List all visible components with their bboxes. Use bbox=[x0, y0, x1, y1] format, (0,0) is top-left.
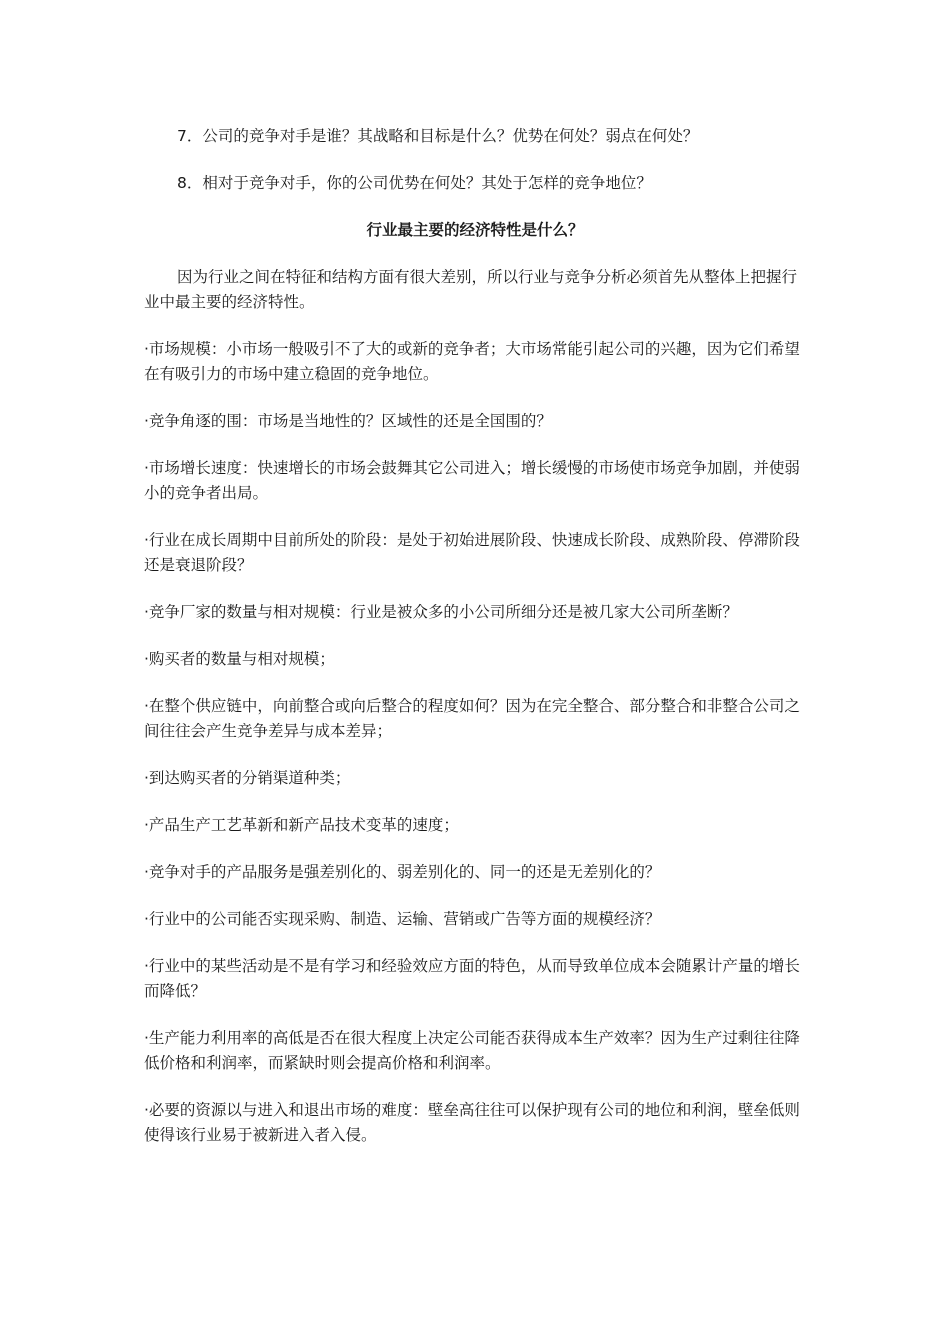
list-item-innovation-speed: ·产品生产工艺革新和新产品技术变革的速度； bbox=[144, 816, 459, 834]
question-7: 7．公司的竞争对手是谁？其战略和目标是什么？优势在何处？弱点在何处？ bbox=[177, 127, 699, 145]
intro-paragraph: 因为行业之间在特征和结构方面有很大差别，所以行业与竞争分析必须首先从整体上把握行业中最主要的经济特性。 bbox=[144, 268, 798, 311]
list-item-distribution-channels: ·到达购买者的分销渠道种类； bbox=[144, 769, 351, 787]
list-item-entry-barriers: ·必要的资源以与进入和退出市场的难度：壁垒高往往可以保护现有公司的地位和利润，壁垒低则使得该行业易于被新进入者入侵。 bbox=[144, 1101, 800, 1144]
list-item-market-growth: ·市场增长速度：快速增长的市场会鼓舞其它公司进入；增长缓慢的市场使市场竞争加剧，并使弱小的竞争者出局。 bbox=[144, 459, 800, 502]
list-item-competitor-count: ·竞争厂家的数量与相对规模：行业是被众多的小公司所细分还是被几家大公司所垄断？ bbox=[144, 603, 738, 621]
list-item-learning-effects: ·行业中的某些活动是不是有学习和经验效应方面的特色，从而导致单位成本会随累计产量的增长而降低？ bbox=[144, 957, 800, 1000]
list-item-economies-of-scale: ·行业中的公司能否实现采购、制造、运输、营销或广告等方面的规模经济？ bbox=[144, 910, 661, 928]
list-item-supply-chain: ·在整个供应链中，向前整合或向后整合的程度如何？因为在完全整合、部分整合和非整合公司之间往往会产生竞争差异与成本差异； bbox=[144, 697, 800, 740]
section-heading: 行业最主要的经济特性是什么？ bbox=[366, 221, 584, 239]
list-item-buyer-count: ·购买者的数量与相对规模； bbox=[144, 650, 335, 668]
list-item-capacity-utilization: ·生产能力利用率的高低是否在很大程度上决定公司能否获得成本生产效率？因为生产过剩往往降低价格和利润率，而紧缺时则会提高价格和利润率。 bbox=[144, 1029, 800, 1072]
list-item-lifecycle-stage: ·行业在成长周期中目前所处的阶段：是处于初始进展阶段、快速成长阶段、成熟阶段、停滞阶段还是衰退阶段？ bbox=[144, 531, 800, 574]
list-item-market-size: ·市场规模：小市场一般吸引不了大的或新的竞争者；大市场常能引起公司的兴趣，因为它们希望在有吸引力的市场中建立稳固的竞争地位。 bbox=[144, 340, 800, 383]
question-8: 8．相对于竞争对手，你的公司优势在何处？其处于怎样的竞争地位？ bbox=[177, 174, 652, 192]
list-item-competition-scope: ·竞争角逐的围：市场是当地性的？区域性的还是全国围的？ bbox=[144, 412, 552, 430]
document-body bbox=[144, 124, 806, 1170]
list-item-product-differentiation: ·竞争对手的产品服务是强差别化的、弱差别化的、同一的还是无差别化的？ bbox=[144, 863, 661, 881]
